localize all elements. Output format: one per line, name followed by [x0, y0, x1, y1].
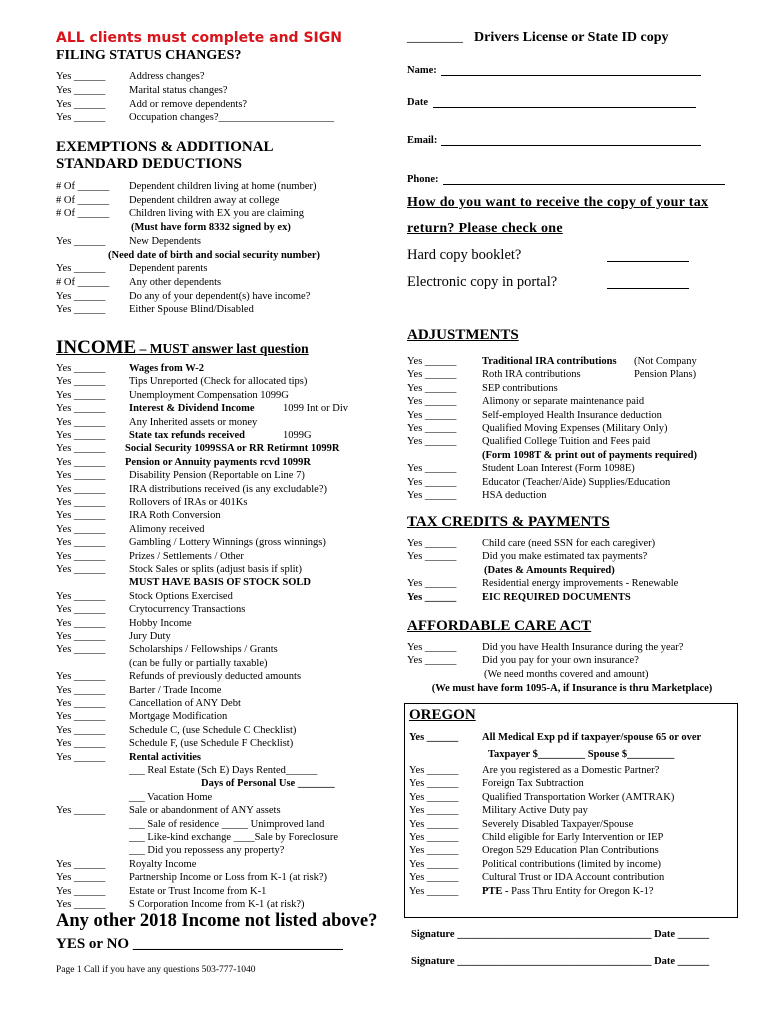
credits-title: TAX CREDITS & PAYMENTS — [407, 514, 610, 530]
adjustment-text: Self-employed Health Insurance deduction — [482, 409, 662, 421]
aca-answer-blank[interactable]: Yes ______ — [407, 642, 457, 653]
phone-field[interactable] — [443, 184, 725, 185]
filing-status-text: Occupation changes?______________________ — [129, 112, 335, 124]
credit-text: EIC REQUIRED DOCUMENTS — [482, 591, 631, 603]
income-answer-blank[interactable]: Yes ______ — [56, 631, 106, 642]
exemption-text: Dependent children living at home (number) — [129, 181, 317, 192]
income-answer-blank[interactable]: Yes ______ — [56, 858, 106, 870]
income-text: Wages from W-2 — [129, 363, 205, 374]
oregon-text: Severely Disabled Taxpayer/Spouse — [482, 818, 634, 830]
page-footer: Page 1 Call if you have any questions 503-777-1040 — [56, 965, 256, 975]
filing-status-title: FILING STATUS CHANGES? — [56, 48, 242, 63]
adjustment-text: Student Loan Interest (Form 1098E) — [482, 463, 635, 475]
adjustment-answer-blank[interactable]: Yes ______ — [407, 476, 457, 488]
income-answer-blank[interactable]: Yes ______ — [56, 443, 106, 455]
filing-status-answer-blank[interactable]: Yes ______ — [56, 71, 106, 82]
income-text: Tips Unreported (Check for allocated tips) — [129, 376, 308, 388]
income-text: IRA distributions received (is any excludable?) — [129, 483, 327, 495]
oregon-answer-blank[interactable]: Yes ______ — [409, 805, 459, 817]
adjustment-extra: (Not Company — [634, 356, 697, 367]
income-answer-blank[interactable]: Yes ______ — [56, 510, 106, 522]
oregon-text: Child eligible for Early Intervention or IEP — [482, 832, 664, 843]
income-answer-blank[interactable]: Yes ______ — [56, 604, 106, 616]
exemption-text: Any other dependents — [129, 276, 222, 288]
adjustment-answer-blank[interactable]: Yes ______ — [407, 436, 457, 448]
income-text: ___ Like-kind exchange ____Sale by Foreclosure — [129, 832, 339, 843]
income-answer-blank[interactable]: Yes ______ — [56, 738, 106, 750]
income-answer-blank[interactable]: Yes ______ — [56, 483, 106, 495]
income-answer-blank[interactable]: Yes ______ — [56, 698, 106, 709]
income-answer-blank[interactable]: Yes ______ — [56, 885, 106, 897]
other-income-question: Any other 2018 Income not listed above? — [56, 911, 378, 931]
income-answer-blank[interactable]: Yes ______ — [56, 470, 106, 482]
adjustment-text: Traditional IRA contributions — [482, 356, 617, 367]
exemption-answer-blank[interactable]: Yes ______ — [56, 235, 106, 247]
adjustment-extra: Pension Plans) — [634, 369, 697, 381]
exemptions-title-line2: STANDARD DEDUCTIONS — [56, 156, 242, 172]
income-answer-blank[interactable]: Yes ______ — [56, 899, 106, 910]
exemption-answer-blank[interactable]: # Of ______ — [56, 208, 110, 220]
income-answer-blank[interactable]: Yes ______ — [56, 751, 106, 763]
income-answer-blank[interactable]: Yes ______ — [56, 564, 106, 575]
income-answer-blank[interactable]: Yes ______ — [56, 389, 106, 401]
oregon-title: OREGON — [409, 707, 476, 723]
oregon-text: PTE - Pass Thru Entity for Oregon K-1? — [482, 885, 654, 897]
oregon-text: Qualified Transportation Worker (AMTRAK) — [482, 791, 675, 803]
adjustment-answer-blank[interactable]: Yes ______ — [407, 356, 457, 367]
aca-text: Did you pay for your own insurance? — [482, 655, 639, 667]
exemption-text: New Dependents — [129, 235, 202, 247]
oregon-text: Oregon 529 Education Plan Contributions — [482, 845, 659, 857]
adjustment-text: HSA deduction — [482, 490, 547, 501]
adjustment-text: (Form 1098T & print out of payments required) — [482, 449, 697, 461]
exemption-answer-blank[interactable]: # Of ______ — [56, 276, 110, 288]
adjustment-answer-blank[interactable]: Yes ______ — [407, 382, 457, 394]
income-answer-blank[interactable]: Yes ______ — [56, 671, 106, 683]
exemption-text: Do any of your dependent(s) have income? — [129, 290, 311, 302]
exemption-text: (Must have form 8332 signed by ex) — [131, 222, 291, 234]
oregon-text: Political contributions (limited by income) — [482, 858, 662, 870]
income-answer-blank[interactable]: Yes ______ — [56, 416, 106, 428]
oregon-answer-blank[interactable]: Yes ______ — [409, 832, 459, 843]
signature-line-1[interactable]: Signature _____________________________________ Date ______ — [411, 929, 710, 940]
exemption-answer-blank[interactable]: Yes ______ — [56, 290, 106, 302]
adjustment-answer-blank[interactable]: Yes ______ — [407, 463, 457, 475]
credit-text: Child care (need SSN for each caregiver) — [482, 538, 656, 549]
oregon-answer-blank[interactable]: Yes ______ — [409, 791, 459, 803]
credit-text: Did you make estimated tax payments? — [482, 551, 648, 563]
income-text: ___ Sale of residence _____ Unimproved land — [129, 818, 325, 830]
income-text: Sale or abandonment of ANY assets — [129, 805, 281, 817]
oregon-answer-blank[interactable]: Yes ______ — [409, 845, 459, 857]
all-clients-notice: ALL clients must complete and SIGN — [56, 30, 342, 46]
electronic-option: Electronic copy in portal? — [407, 274, 558, 290]
income-text: IRA Roth Conversion — [129, 510, 221, 522]
credit-text: Residential energy improvements - Renewable — [482, 578, 679, 590]
exemption-answer-blank[interactable]: Yes ______ — [56, 304, 106, 316]
email-field[interactable] — [441, 145, 701, 146]
oregon-answer-blank[interactable]: Yes ______ — [409, 858, 459, 870]
oregon-text: Are you registered as a Domestic Partner? — [482, 765, 660, 776]
income-text: Crytocurrency Transactions — [129, 604, 246, 616]
income-text: Stock Options Exercised — [129, 590, 233, 602]
income-text: ___ Did you repossess any property? — [129, 845, 285, 857]
income-text: Rental activities — [129, 751, 202, 763]
income-text: Gambling / Lottery Winnings (gross winnings) — [129, 537, 326, 549]
income-text: Prizes / Settlements / Other — [129, 550, 244, 562]
oregon-taxpayer-spouse[interactable]: Taxpayer $_________ Spouse $_________ — [488, 749, 675, 760]
date-label: Date — [407, 97, 428, 108]
income-text: Barter / Trade Income — [129, 684, 222, 696]
oregon-text: Foreign Tax Subtraction — [482, 778, 584, 790]
income-answer-blank[interactable]: Yes ______ — [56, 403, 106, 415]
income-answer-blank[interactable]: Yes ______ — [56, 363, 106, 374]
income-text: Refunds of previously deducted amounts — [129, 671, 302, 683]
income-answer-blank[interactable]: Yes ______ — [56, 456, 106, 468]
adjustment-answer-blank[interactable]: Yes ______ — [407, 423, 457, 434]
exemption-text: Dependent children away at college — [129, 194, 280, 206]
credit-text: (Dates & Amounts Required) — [484, 564, 615, 576]
income-text: Stock Sales or splits (adjust basis if split) — [129, 564, 302, 575]
income-answer-blank[interactable]: Yes ______ — [56, 523, 106, 535]
exemption-answer-blank[interactable]: Yes ______ — [56, 263, 106, 275]
income-title — [56, 337, 309, 359]
aca-note: (We must have form 1095-A, if Insurance is thru Marketplace) — [431, 683, 713, 694]
income-extra: 1099 Int or Div — [283, 403, 349, 415]
income-text: State tax refunds received — [129, 430, 245, 441]
filing-status-text: Address changes? — [129, 71, 205, 82]
credit-answer-blank[interactable]: Yes ______ — [407, 538, 457, 549]
filing-status-answer-blank[interactable]: Yes ______ — [56, 98, 106, 110]
income-text: Mortgage Modification — [129, 711, 228, 723]
income-text: S Corporation Income from K-1 (at risk?) — [129, 899, 305, 910]
hard-copy-option: Hard copy booklet? — [407, 247, 522, 263]
income-title-rest: – MUST answer last question — [136, 341, 309, 356]
income-text: Rollovers of IRAs or 401Ks — [129, 497, 248, 508]
adjustment-answer-blank[interactable]: Yes ______ — [407, 396, 457, 408]
oregon-answer-blank[interactable]: Yes ______ — [409, 872, 459, 884]
exemption-text: Children living with EX you are claiming — [129, 208, 304, 220]
income-text: Schedule F, (use Schedule F Checklist) — [129, 738, 294, 750]
credit-answer-blank[interactable]: Yes ______ — [407, 578, 457, 590]
exemption-answer-blank[interactable]: # Of ______ — [56, 194, 110, 206]
income-text: MUST HAVE BASIS OF STOCK SOLD — [129, 577, 311, 589]
income-answer-blank[interactable]: Yes ______ — [56, 724, 106, 736]
income-text: Royalty Income — [129, 858, 197, 870]
income-answer-blank[interactable]: Yes ______ — [56, 711, 106, 723]
income-text: ___ Real Estate (Sch E) Days Rented______ — [129, 765, 318, 776]
income-text: Interest & Dividend Income — [129, 403, 255, 415]
electronic-checkbox[interactable] — [607, 288, 689, 289]
income-answer-blank[interactable]: Yes ______ — [56, 537, 106, 549]
adjustment-answer-blank[interactable]: Yes ______ — [407, 409, 457, 421]
income-answer-blank[interactable]: Yes ______ — [56, 550, 106, 562]
receive-question-line1: How do you want to receive the copy of your tax — [407, 195, 709, 210]
email-label: Email: — [407, 135, 438, 146]
income-title-big: INCOME — [56, 337, 137, 358]
phone-label: Phone: — [407, 174, 439, 185]
license-label: Drivers License or State ID copy — [474, 30, 669, 45]
income-answer-blank[interactable]: Yes ______ — [56, 684, 106, 696]
oregon-answer-blank[interactable]: Yes ______ — [409, 778, 459, 790]
adjustment-text: Educator (Teacher/Aide) Supplies/Education — [482, 476, 671, 488]
credit-answer-blank[interactable]: Yes ______ — [407, 551, 457, 563]
income-text: Jury Duty — [129, 631, 171, 642]
adjustments-title: ADJUSTMENTS — [407, 327, 519, 343]
aca-text: (We need months covered and amount) — [484, 668, 649, 680]
income-text: Alimony received — [129, 523, 205, 535]
oregon-medical-yn[interactable]: Yes ______ — [409, 732, 459, 743]
exemption-answer-blank[interactable]: # Of ______ — [56, 181, 110, 192]
name-field[interactable] — [441, 75, 701, 76]
income-answer-blank[interactable]: Yes ______ — [56, 805, 106, 817]
income-text: Estate or Trust Income from K-1 — [129, 885, 267, 897]
income-text: Disability Pension (Reportable on Line 7) — [129, 470, 305, 482]
exemption-text: Dependent parents — [129, 263, 208, 275]
income-answer-blank[interactable]: Yes ______ — [56, 430, 106, 441]
oregon-text: Cultural Trust or IDA Account contribution — [482, 872, 665, 884]
filing-status-text: Add or remove dependents? — [129, 98, 248, 110]
income-text: Schedule C, (use Schedule C Checklist) — [129, 724, 297, 736]
income-text: ___ Vacation Home — [129, 791, 213, 803]
yes-or-no-line: YES or NO ____________________________ — [56, 936, 343, 952]
income-text: Unemployment Compensation 1099G — [129, 389, 289, 401]
income-answer-blank[interactable]: Yes ______ — [56, 872, 106, 884]
income-text: (can be fully or partially taxable) — [129, 657, 268, 669]
exemption-text: (Need date of birth and social security number) — [108, 249, 321, 261]
income-answer-blank[interactable]: Yes ______ — [56, 644, 106, 656]
income-extra: 1099G — [283, 430, 312, 441]
income-text: Partnership Income or Loss from K-1 (at risk?) — [129, 872, 327, 884]
date-field[interactable] — [433, 107, 696, 108]
income-text: Any Inherited assets or money — [129, 416, 258, 428]
income-answer-blank[interactable]: Yes ______ — [56, 617, 106, 629]
adjustment-text: Qualified Moving Expenses (Military Only) — [482, 423, 668, 434]
filing-status-answer-blank[interactable]: Yes ______ — [56, 84, 106, 96]
oregon-text: Military Active Duty pay — [482, 805, 588, 817]
filing-status-answer-blank[interactable]: Yes ______ — [56, 112, 106, 124]
aca-text: Did you have Health Insurance during the year? — [482, 642, 684, 653]
income-text: Social Security 1099SSA or RR Retirmnt 1099R — [125, 443, 340, 455]
exemption-text: Either Spouse Blind/Disabled — [129, 304, 254, 316]
income-text: Hobby Income — [129, 617, 192, 629]
adjustment-text: Qualified College Tuition and Fees paid — [482, 436, 651, 448]
income-text: Days of Personal Use _______ — [201, 778, 335, 790]
income-text: Cancellation of ANY Debt — [129, 698, 241, 709]
filing-status-text: Marital status changes? — [129, 84, 228, 96]
credit-answer-blank[interactable]: Yes ______ — [407, 591, 457, 603]
oregon-answer-blank[interactable]: Yes ______ — [409, 765, 459, 776]
license-blank[interactable]: ________ — [407, 30, 463, 45]
income-text: Scholarships / Fellowships / Grants — [129, 644, 278, 656]
adjustment-text: Alimony or separate maintenance paid — [482, 396, 645, 408]
exemptions-title-line1: EXEMPTIONS & ADDITIONAL — [56, 139, 274, 155]
adjustment-text: SEP contributions — [482, 382, 558, 394]
income-text: Pension or Annuity payments rcvd 1099R — [125, 456, 312, 468]
adjustment-answer-blank[interactable]: Yes ______ — [407, 369, 457, 381]
oregon-medical-text: All Medical Exp pd if taxpayer/spouse 65 or over — [482, 732, 702, 743]
adjustment-answer-blank[interactable]: Yes ______ — [407, 490, 457, 501]
receive-question-line2: return? Please check one — [407, 221, 563, 236]
aca-title: AFFORDABLE CARE ACT — [407, 618, 592, 634]
hard-copy-checkbox[interactable] — [607, 261, 689, 262]
adjustment-text: Roth IRA contributions — [482, 369, 581, 381]
income-answer-blank[interactable]: Yes ______ — [56, 590, 106, 602]
signature-line-2[interactable]: Signature _____________________________________ Date ______ — [411, 956, 710, 967]
aca-answer-blank[interactable]: Yes ______ — [407, 655, 457, 667]
oregon-answer-blank[interactable]: Yes ______ — [409, 885, 459, 897]
income-answer-blank[interactable]: Yes ______ — [56, 497, 106, 508]
name-label: Name: — [407, 65, 437, 76]
oregon-answer-blank[interactable]: Yes ______ — [409, 818, 459, 830]
income-answer-blank[interactable]: Yes ______ — [56, 376, 106, 388]
